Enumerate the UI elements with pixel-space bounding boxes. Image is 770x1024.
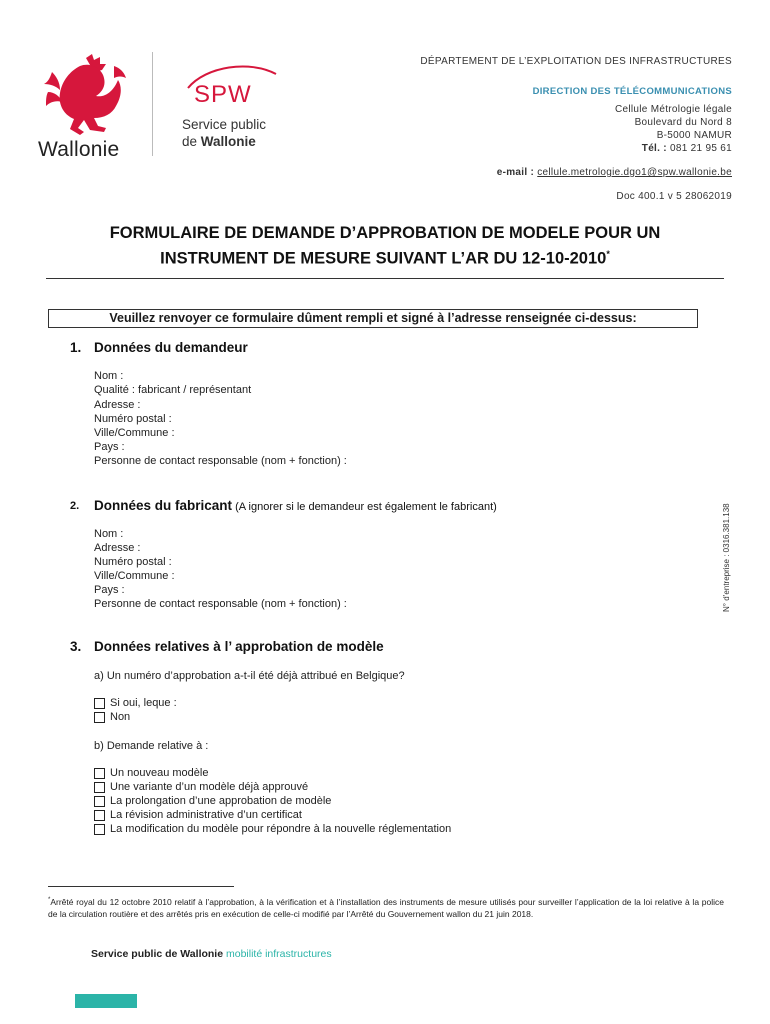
checkbox-icon[interactable] (94, 824, 105, 835)
s2-field-pays[interactable]: Pays : (94, 584, 125, 596)
option-b-modification-label: La modification du modèle pour répondre à la nouvelle réglementation (110, 823, 452, 835)
s2-field-adresse[interactable]: Adresse : (94, 542, 141, 554)
question-b: b) Demande relative à : (94, 740, 209, 752)
option-b-variante-label: Une variante d’un modèle déjà approuvé (110, 781, 309, 793)
option-b-prolongation-label: La prolongation d’une approbation de modèle (110, 795, 332, 807)
section-1-heading (70, 340, 248, 355)
return-notice: Veuillez renvoyer ce formulaire dûment rempli et signé à l’adresse renseignée ci-dessus: (48, 309, 698, 328)
document-reference: Doc 400.1 v 5 28062019 (616, 191, 732, 202)
s1-field-contact[interactable]: Personne de contact responsable (nom + fonction) : (94, 455, 347, 467)
email-link[interactable]: cellule.metrologie.dgo1@spw.wallonie.be (537, 167, 732, 178)
email-line (497, 167, 732, 178)
address-line-1: Cellule Métrologie légale (614, 104, 732, 115)
enterprise-number: N° d’entreprise : 0316.381.138 (722, 503, 731, 612)
section-3-heading (70, 639, 384, 654)
checkbox-icon[interactable] (94, 712, 105, 723)
section-2-number: 2. (70, 500, 80, 512)
wallonie-logo-text: Wallonie (38, 138, 120, 161)
option-a-oui-label: Si oui, leque : (110, 697, 177, 709)
option-b-prolongation[interactable] (94, 795, 331, 809)
spw-subtitle-bold: Wallonie (200, 134, 256, 149)
form-title (40, 223, 730, 270)
email-label: e-mail : (496, 167, 535, 178)
s1-field-adresse[interactable]: Adresse : (94, 399, 141, 411)
checkbox-icon[interactable] (94, 698, 105, 709)
section-3-number: 3. (70, 639, 82, 654)
checkbox-icon[interactable] (94, 782, 105, 793)
form-title-line2: INSTRUMENT DE MESURE SUIVANT L’AR DU 12-10-2010 (160, 249, 607, 268)
section-1-number: 1. (70, 340, 82, 355)
option-b-nouveau-label: Un nouveau modèle (110, 767, 209, 779)
section-2-title: Données du fabricant (94, 498, 233, 513)
footnote-divider (48, 886, 234, 887)
s1-field-qualite[interactable]: Qualité : fabricant / représentant (94, 384, 252, 396)
spw-logo-text: SPW (194, 81, 252, 108)
telephone-label: Tél. : (641, 143, 667, 154)
checkbox-icon[interactable] (94, 796, 105, 807)
telephone-value: 081 21 95 61 (666, 143, 732, 154)
option-b-revision[interactable] (94, 809, 302, 823)
spw-subtitle-line1: Service public (182, 117, 267, 132)
address-line-2: Boulevard du Nord 8 (634, 117, 732, 128)
address-line-3: B-5000 NAMUR (656, 130, 732, 141)
checkbox-icon[interactable] (94, 810, 105, 821)
option-b-revision-label: La révision administrative d’un certificat (110, 809, 302, 821)
footnote-marker: * (48, 897, 51, 903)
logo-divider (152, 52, 153, 156)
checkbox-icon[interactable] (94, 768, 105, 779)
department-name: DÉPARTEMENT DE L’EXPLOITATION DES INFRASTRUCTURES (420, 56, 732, 67)
form-title-line1: FORMULAIRE DE DEMANDE D’APPROBATION DE MODELE POUR UN (109, 224, 661, 242)
title-divider (46, 278, 724, 279)
section-2-note: (A ignorer si le demandeur est également le fabricant) (232, 501, 497, 513)
option-a-non[interactable] (94, 711, 130, 725)
telephone (642, 143, 732, 154)
s2-field-nom[interactable]: Nom : (94, 528, 124, 540)
form-title-line2-wrap (40, 244, 730, 270)
footer-accent-bar (75, 994, 137, 1008)
s1-field-ville[interactable]: Ville/Commune : (94, 427, 175, 439)
option-b-variante[interactable] (94, 781, 308, 795)
option-a-oui[interactable] (94, 697, 177, 711)
footnote-text: Arrêté royal du 12 octobre 2010 relatif à l’approbation, à la vérification et à l’installation des instruments de mesure utilisés pour surveiller l’application de la loi relative à la police de la circulation routière et des arrêtés pris en exécution de celle-ci modifié par l’Arrêté du Gouvernement wallon du 21 juin 2018. (48, 896, 724, 919)
spw-subtitle-de: de (182, 134, 201, 149)
title-footnote-marker: * (606, 249, 610, 259)
footer-brand-bold: Service public de Wallonie (91, 948, 224, 960)
s1-field-nom[interactable]: Nom : (94, 370, 124, 382)
footnote (48, 894, 724, 920)
question-a: a) Un numéro d’approbation a-t-il été déjà attribué en Belgique? (94, 670, 405, 682)
s1-field-numero-postal[interactable]: Numéro postal : (94, 413, 172, 425)
footer-brand-colored: mobilité infrastructures (223, 948, 332, 960)
s1-field-pays[interactable]: Pays : (94, 441, 125, 453)
footer-brand (91, 948, 332, 960)
section-1-title: Données du demandeur (94, 340, 248, 355)
s2-field-numero-postal[interactable]: Numéro postal : (94, 556, 172, 568)
s2-field-contact[interactable]: Personne de contact responsable (nom + fonction) : (94, 598, 347, 610)
section-3-title: Données relatives à l’ approbation de modèle (94, 639, 384, 654)
s2-field-ville[interactable]: Ville/Commune : (94, 570, 175, 582)
option-a-non-label: Non (110, 711, 131, 723)
option-b-nouveau[interactable] (94, 767, 208, 781)
spw-subtitle-line2 (182, 134, 256, 149)
section-2-heading (70, 498, 497, 513)
option-b-modification[interactable] (94, 823, 451, 837)
direction-name: DIRECTION DES TÉLÉCOMMUNICATIONS (532, 86, 732, 97)
